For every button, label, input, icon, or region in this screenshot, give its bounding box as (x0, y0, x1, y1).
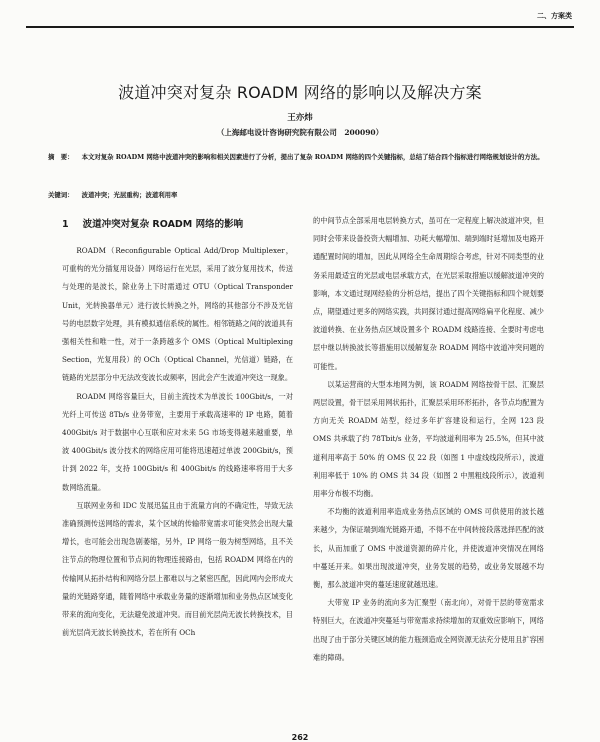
header-rule (26, 26, 574, 28)
abstract (48, 150, 552, 165)
body-paragraph: 的中间节点全部采用电层转换方式，虽可在一定程度上解决波道冲突，但同时会带来设备投资大幅增加、功耗大幅增加、端到端时延增加及电路开通配置时间的增加，因此从网络全生命周期综合考虑，针对不同类型的业务采用最适宜的光层或电层承载方式，在光层采取措施以缓解波道冲突的影响，本文通过现网经验的分析总结，提出了四个关键指标和四个规划要点，期望通过更多的网络实践，共同探讨通过提高网络扁平化程度、减少波道转换、在业务热点区域设置多个 ROADM 线路连接、全要时考虑电层中继以转换波长等措施用以缓解复杂 ROADM 网络中波道冲突问题的可能性。 (313, 216, 544, 371)
keywords-text: 波道冲突；光层重构；波道利用率 (81, 191, 178, 199)
keywords (48, 189, 552, 201)
body-paragraph: 互联网业务和 IDC 发展迅猛且由于流量方向的不确定性，导致无法准确预测传送网络的需求，某个区域的传输带宽需求可能突然会出现大量增长，也可能会出现急剧萎缩，另外，IP 网络一般为树型网络，且不关注节点的物理位置和节点间的物理连接路由，包括 ROADM 网络在内的传输网从拓扑结构和网络分层上都难以与之紧密匹配，因此网内会形成大量的光链路穿通，随着网络中承载业务量的逐渐增加和业务热点区域变化带来的流向变化，无法避免波道冲突。而目前光层尚无波长转换技术，目前光层尚无波长转换技术，若在所有 OCh (62, 500, 293, 638)
section-number: 1 (62, 219, 69, 230)
body-paragraph: 以某运营商的大型本地网为例，该 ROADM 网络按骨干层、汇聚层两层设置，骨干层采用网状拓扑，汇聚层采用环形拓扑，各节点均配置为方向无关 ROADM 站型，经过多年扩容建设和运行，全网 123 段 OMS 共承载了约 78Tbit/s 业务，平均波道利用率为 25.5%，但其中波道利用率高于 50% 的 OMS 仅 22 段（如图 1 中虚线线段所示），波道利用率低于 10% 的 OMS 共 34 段（如图 2 中黑粗线段所示），波道利用率分布极不均衡。 (313, 379, 544, 499)
body-paragraph: ROADM（Reconfigurable Optical Add/Drop Multiplexer，可重构的光分插复用设备）网络运行在光层，采用了波分复用技术，传送与处理的是波长，除业务上下时需通过 OTU（Optical Transponder Unit，光转换器单元）进行波长转换之外，网络的其他部分不涉及光信号的电层数字处理，具有模拟通信系统的属性。相邻链路之间的波道具有强相关性和唯一性，对于一条跨越多个 OMS（Optical Multiplexing Section，光复用段）的 OCh（Optical Channel，光信道）链路，在链路的光层部分中无法改变波长或频率，因此会产生波道冲突这一现象。 (62, 246, 293, 383)
abstract-label: 摘 要： (48, 153, 74, 161)
left-column (62, 216, 293, 642)
paper-title: 波道冲突对复杂 ROADM 网络的影响以及解决方案 (118, 83, 482, 102)
body-paragraph: ROADM 网络容量巨大，目前主流技术为单波长 100Gbit/s，一对光纤上可传送 8Tb/s 业务带宽，主要用于承载高速率的 IP 电路，随着 400Gbit/s 对于数据中心互联和应对未来 5G 市场变得越来越重要，单波 400Gbit/s 波分技术的网络应用可能将迅速超过单波 200Gbit/s，预计到 2022 年，支持 100Gbit/s 和 400Gbit/s 的线路速率将用于大多数网络流量。 (62, 391, 293, 492)
affiliation: （上海邮电设计咨询研究院有限公司 200090） (216, 128, 384, 137)
section-heading (62, 216, 293, 234)
page-number: 262 (291, 733, 309, 742)
abstract-text: 本文对复杂 ROADM 网络中波道冲突的影响和相关因素进行了分析，提出了复杂 ROADM 网络的四个关键指标，总结了结合四个指标进行网络规划设计的方法。 (81, 153, 544, 161)
body-paragraph: 不均衡的波道利用率造成业务热点区域的 OMS 可供使用的波长越来越少，为保证端到端光链路开通，不得不在中间转接段落选择匹配的波长，从而加重了 OMS 中波道资源的碎片化，并使波道冲突情况在网络中蔓延开来。如果出现波道冲突，业务发展的趋势，或业务发展越不均衡，那么波道冲突的蔓延速度就越迅速。 (313, 507, 544, 590)
right-column (313, 212, 544, 667)
keywords-label: 关键词： (48, 191, 74, 199)
running-head: 二、方案类 (537, 12, 572, 20)
body-paragraph: 大带宽 IP 业务的流向多为汇聚型（南北向），对骨干层的带宽需求特别巨大，在波道冲突蔓延与带宽需求持续增加的双重效应影响下，网络出现了由于部分关键区域的能力瓶颈造成全网资源无法充分使用且扩容困难的障碍。 (313, 598, 544, 662)
section-title: 波道冲突对复杂 ROADM 网络的影响 (82, 219, 244, 230)
author-name: 王亦炜 (287, 113, 313, 123)
